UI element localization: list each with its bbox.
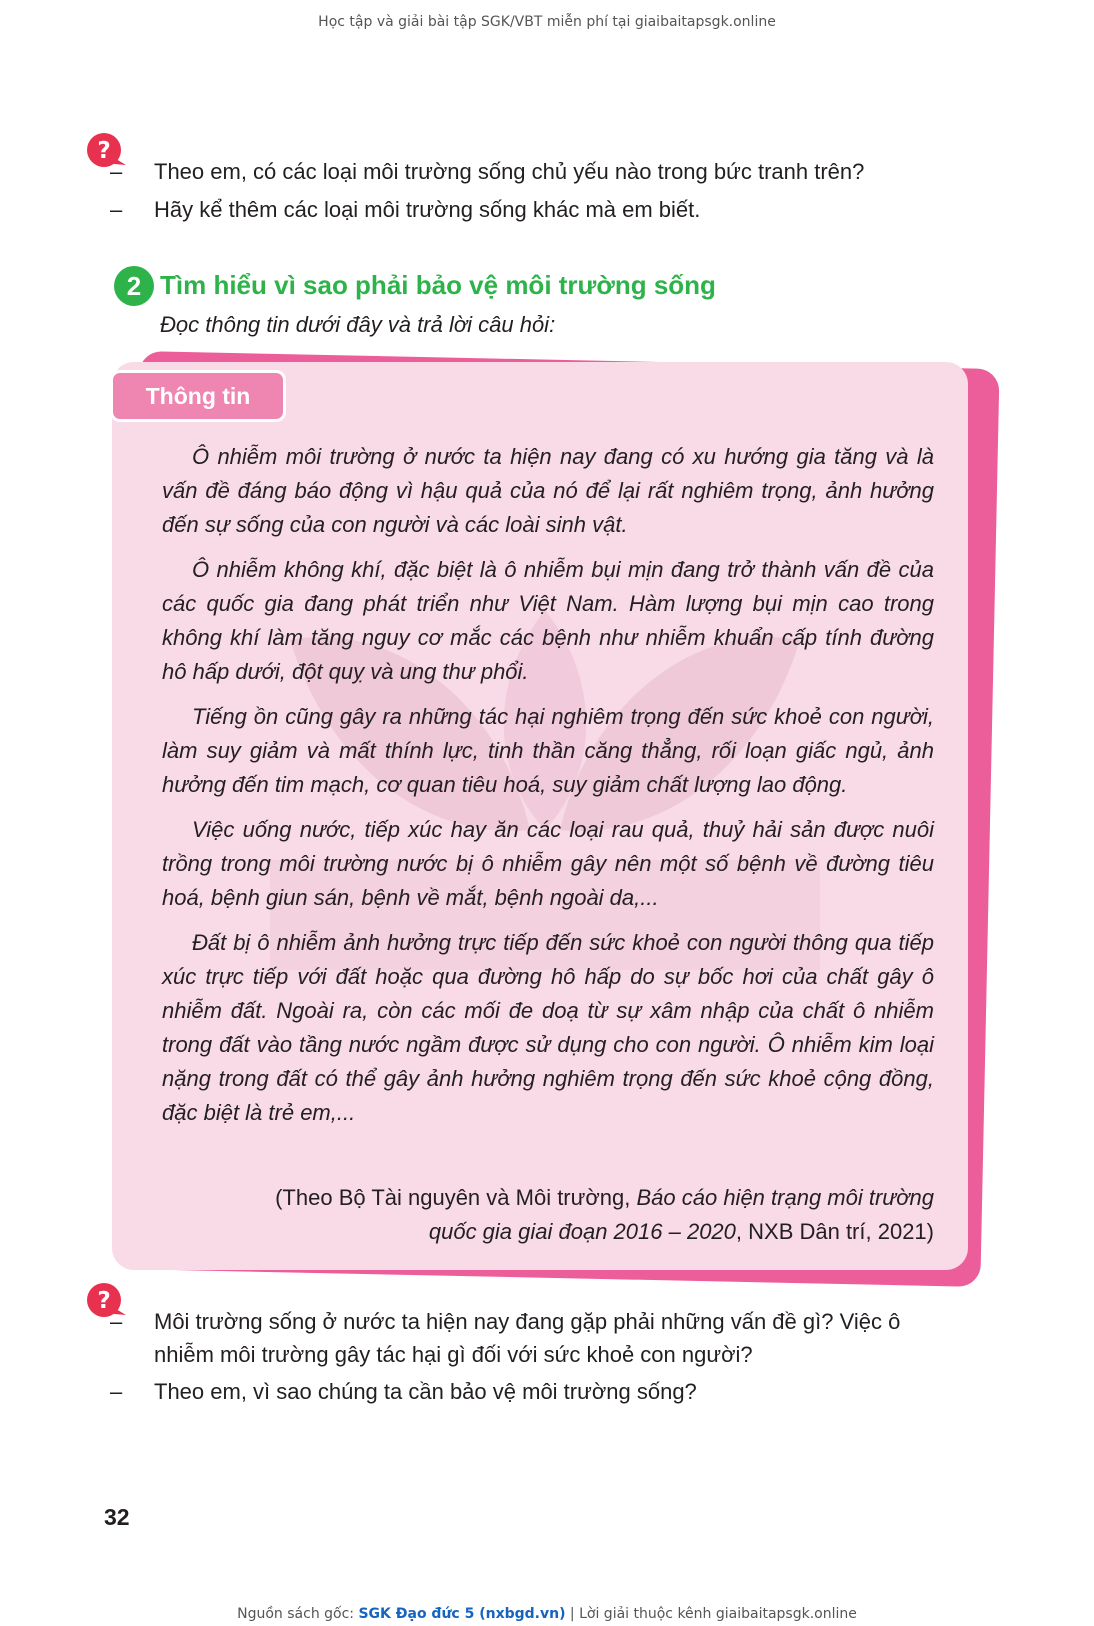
info-source: (Theo Bộ Tài nguyên và Môi trường, Báo cáo hiện trạng môi trường quốc gia giai đoạn 2016 – 2020, NXB Dân trí, 2021) xyxy=(275,1185,934,1244)
info-paragraph: Tiếng ồn cũng gây ra những tác hại nghiêm trọng đến sức khoẻ con người, làm suy giảm và mất thính lực, tinh thần căng thẳng, rối loạn giấc ngủ, ảnh hưởng đến tim mạch, cơ quan tiêu hoá, suy giảm chất lượng lao động. xyxy=(162,704,934,797)
section-instruction: Đọc thông tin dưới đây và trả lời câu hỏi: xyxy=(160,312,556,337)
footer-note: Nguồn sách gốc: SGK Đạo đức 5 (nxbgd.vn) | Lời giải thuộc kênh giaibaitapsgk.online xyxy=(237,1606,857,1622)
info-tab-label: Thông tin xyxy=(110,370,286,422)
info-text xyxy=(162,440,934,1141)
question-bubble-icon xyxy=(86,131,130,171)
header-note: Học tập và giải bài tập SGK/VBT miễn phí tại giaibaitapsgk.online xyxy=(318,14,776,30)
section-title: Tìm hiểu vì sao phải bảo vệ môi trường sống xyxy=(160,270,716,300)
info-paragraph: Ô nhiễm môi trường ở nước ta hiện nay đang có xu hướng gia tăng và là vấn đề đáng báo động vì hậu quả của nó để lại rất nghiêm trọng, ảnh hưởng đến sự sống của con người và các loài sinh vật. xyxy=(162,444,934,537)
info-paragraph: Ô nhiễm không khí, đặc biệt là ô nhiễm bụi mịn đang trở thành vấn đề của các quốc gia đang phát triển như Việt Nam. Hàm lượng bụi mịn cao trong không khí làm tăng nguy cơ mắc các bệnh như nhiễm khuẩn cấp tính đường hô hấp dưới, đột quỵ và ung thư phổi. xyxy=(162,557,934,684)
info-paragraph: Việc uống nước, tiếp xúc hay ăn các loại rau quả, thuỷ hải sản được nuôi trồng trong môi trường nước bị ô nhiễm gây nên một số bệnh về đường tiêu hoá, bệnh giun sán, bệnh về mắt, bệnh ngoài da,... xyxy=(162,817,934,910)
footer-book-link[interactable]: SGK Đạo đức 5 (nxbgd.vn) xyxy=(358,1606,566,1622)
section-number: 2 xyxy=(114,266,154,306)
page-number: 32 xyxy=(104,1504,130,1530)
info-paragraph: Đất bị ô nhiễm ảnh hưởng trực tiếp đến sức khoẻ con người thông qua tiếp xúc trực tiếp với đất hoặc qua đường hô hấp do sự bốc hơi của chất gây ô nhiễm đất. Ngoài ra, còn các mối đe doạ từ sự xâm nhập của chất ô nhiễm trong đất vào tầng nước ngầm được sử dụng cho con người. Ô nhiễm kim loại nặng trong đất có thể gây ảnh hưởng nghiêm trọng đến sức khoẻ cộng đồng, đặc biệt là trẻ em,... xyxy=(162,930,934,1125)
svg-text:?: ? xyxy=(97,138,111,164)
svg-text:?: ? xyxy=(97,1288,111,1314)
question-bubble-icon xyxy=(86,1281,130,1321)
